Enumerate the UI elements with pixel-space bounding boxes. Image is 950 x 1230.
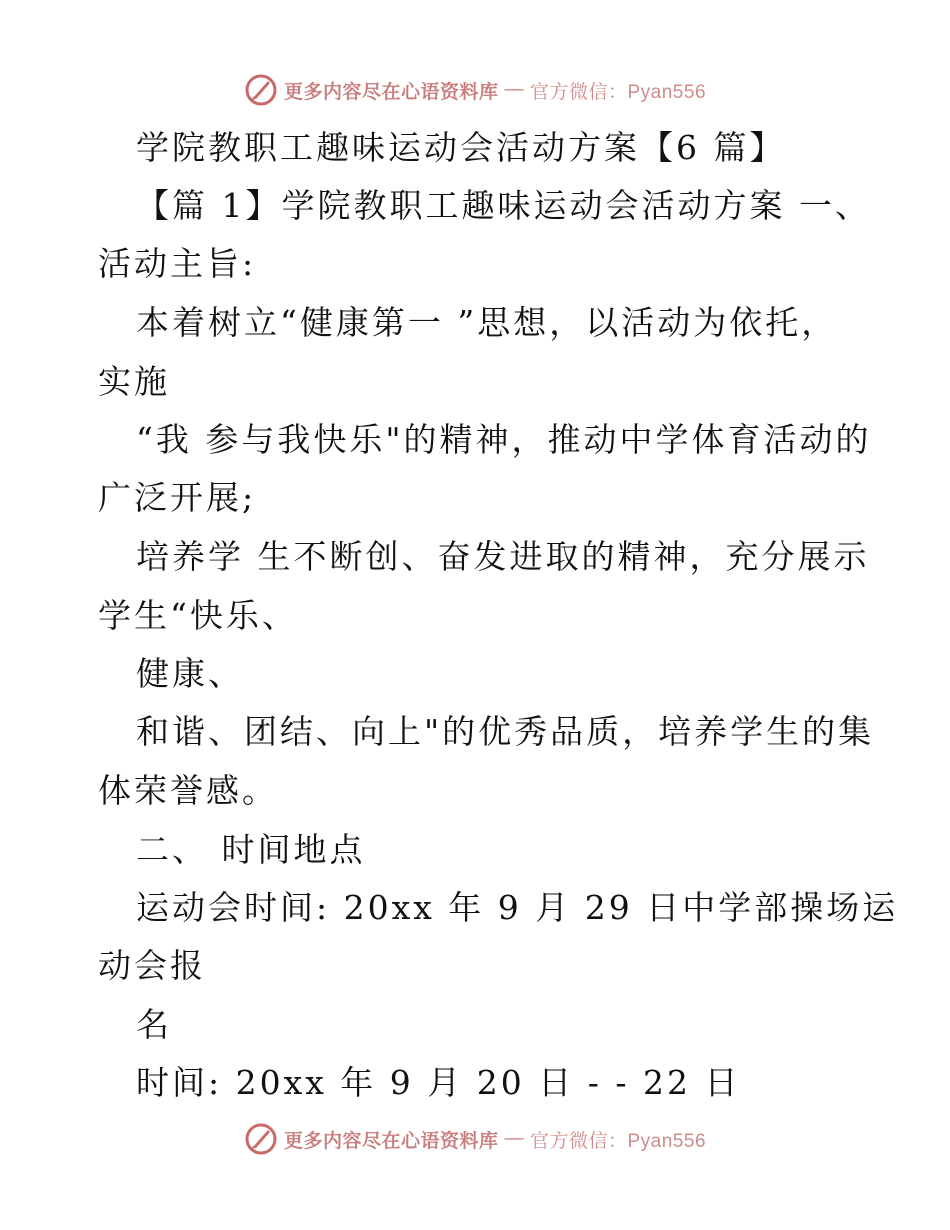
text-line: 实施 [98,362,170,401]
text-line: 动会报 [98,946,206,985]
text-line: 和谐、团结、向上"的优秀品质，培养学生的集 [136,712,875,751]
watermark-separator: — [504,79,524,100]
watermark-main-text: 更多内容尽在心语资料库 [283,81,499,103]
watermark-sub-text: 官方微信：Pyan556 [530,81,707,103]
text-line: 培养学 生不断创、奋发进取的精神，充分展示 [136,537,870,576]
watermark-separator: — [504,1128,524,1149]
watermark-header [0,70,950,110]
text-line: 运动会时间: 20xx 年 9 月 29 日中学部操场运 [136,888,899,927]
text-line: 广泛开展; [98,478,257,517]
text-line: 学生“快乐、 [98,596,298,635]
text-line: 体荣誉感。 [98,771,278,810]
text-line: 健康、 [136,654,244,693]
watermark-sub-text: 官方微信：Pyan556 [530,1130,707,1152]
text-line: “我 参与我快乐"的精神，推动中学体育活动的 [136,420,872,459]
watermark-footer [0,1119,950,1159]
text-line: 【篇 1】学院教职工趣味运动会活动方案 一、 [136,186,871,225]
section-heading: 二、 时间地点 [136,830,366,869]
watermark-main-text: 更多内容尽在心语资料库 [283,1130,499,1152]
text-line: 时间: 20xx 年 9 月 20 日 - - 22 日 [136,1063,741,1102]
document-title: 学院教职工趣味运动会活动方案【6 篇】 [136,128,786,167]
text-line: 活动主旨: [98,244,257,283]
quill-logo-icon [244,73,278,107]
quill-logo-icon [244,1122,278,1156]
text-line: 本着树立“健康第一 ”思想，以活动为依托， [136,303,838,342]
text-line: 名 [136,1005,172,1044]
